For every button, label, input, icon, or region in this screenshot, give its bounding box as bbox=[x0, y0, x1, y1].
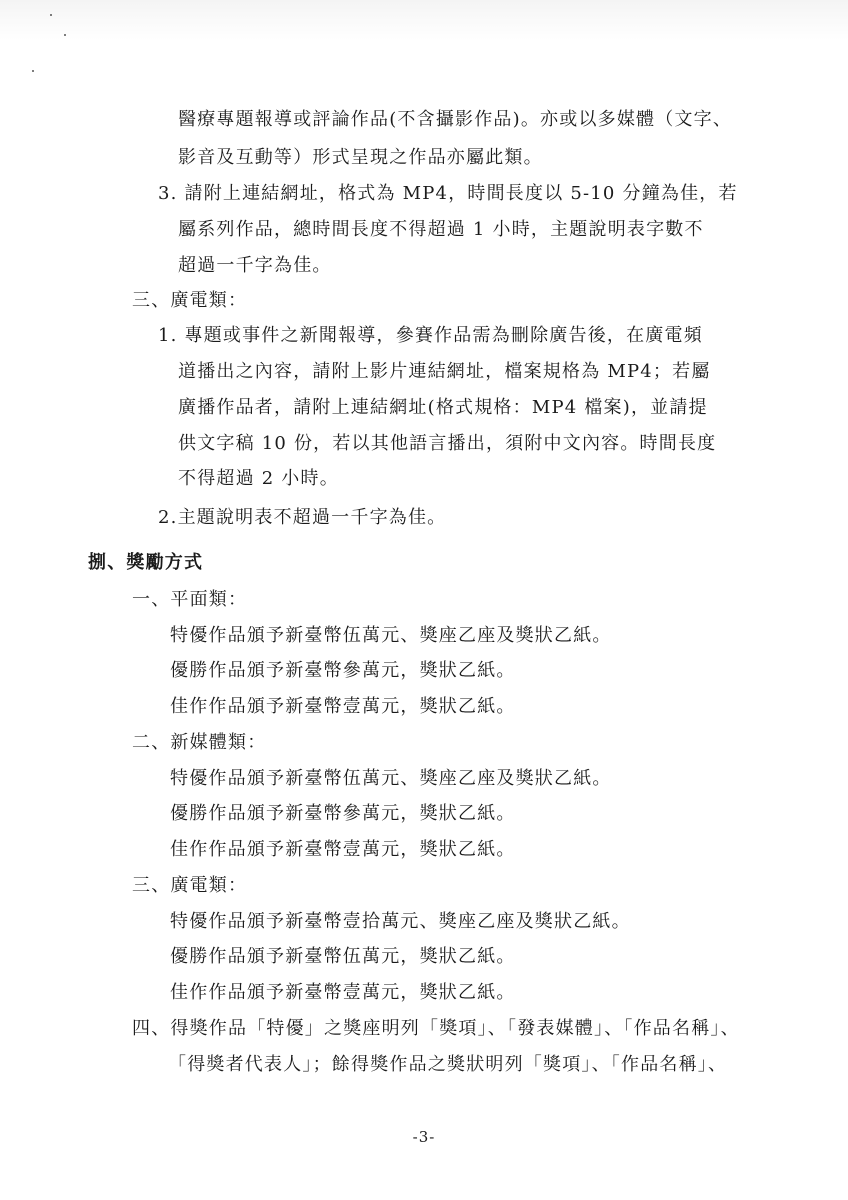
award-line: 特優作品頒予新臺幣伍萬元、獎座乙座及獎狀乙紙。 bbox=[170, 625, 612, 646]
award-line: 優勝作品頒予新臺幣伍萬元，獎狀乙紙。 bbox=[170, 946, 516, 967]
text-line: 「得獎者代表人」；餘得獎作品之獎狀明列「獎項」、「作品名稱」、 bbox=[168, 1054, 728, 1075]
section-heading: 三、廣電類： bbox=[132, 290, 248, 311]
subsection-heading: 二、新媒體類： bbox=[132, 732, 267, 753]
text-line: 廣播作品者，請附上連結網址(格式規格：MP4 檔案)，並請提 bbox=[178, 397, 708, 418]
award-line: 佳作作品頒予新臺幣壹萬元，獎狀乙紙。 bbox=[170, 839, 516, 860]
subsection-heading: 三、廣電類： bbox=[132, 875, 248, 896]
award-line: 特優作品頒予新臺幣伍萬元、獎座乙座及獎狀乙紙。 bbox=[170, 768, 612, 789]
section-title: 捌、獎勵方式 bbox=[88, 552, 204, 573]
award-line: 優勝作品頒予新臺幣參萬元，獎狀乙紙。 bbox=[170, 660, 516, 681]
subsection-heading: 一、平面類： bbox=[132, 589, 248, 610]
award-line: 優勝作品頒予新臺幣參萬元，獎狀乙紙。 bbox=[170, 803, 516, 824]
text-line: 超過一千字為佳。 bbox=[178, 255, 332, 276]
text-line: 屬系列作品，總時間長度不得超過 1 小時，主題說明表字數不 bbox=[178, 219, 704, 240]
award-line: 佳作作品頒予新臺幣壹萬元，獎狀乙紙。 bbox=[170, 696, 516, 717]
text-line: 供文字稿 10 份，若以其他語言播出，須附中文內容。時間長度 bbox=[178, 433, 717, 454]
page-number: -3- bbox=[412, 1128, 436, 1146]
list-item: 3. 請附上連結網址，格式為 MP4，時間長度以 5-10 分鐘為佳，若 bbox=[158, 183, 738, 204]
list-item: 1. 專題或事件之新聞報導，參賽作品需為刪除廣告後，在廣電頻 bbox=[158, 325, 703, 346]
text-line: 不得超過 2 小時。 bbox=[178, 468, 339, 489]
text-line: 影音及互動等）形式呈現之作品亦屬此類。 bbox=[178, 147, 543, 168]
list-item: 2.主題說明表不超過一千字為佳。 bbox=[158, 507, 447, 528]
text-line: 醫療專題報導或評論作品(不含攝影作品)。亦或以多媒體（文字、 bbox=[178, 109, 733, 130]
subsection-heading: 四、得獎作品「特優」之獎座明列「獎項」、「發表媒體」、「作品名稱」、 bbox=[132, 1018, 740, 1039]
award-line: 佳作作品頒予新臺幣壹萬元，獎狀乙紙。 bbox=[170, 982, 516, 1003]
text-line: 道播出之內容，請附上影片連結網址，檔案規格為 MP4；若屬 bbox=[178, 361, 711, 382]
award-line: 特優作品頒予新臺幣壹拾萬元、獎座乙座及獎狀乙紙。 bbox=[170, 911, 631, 932]
